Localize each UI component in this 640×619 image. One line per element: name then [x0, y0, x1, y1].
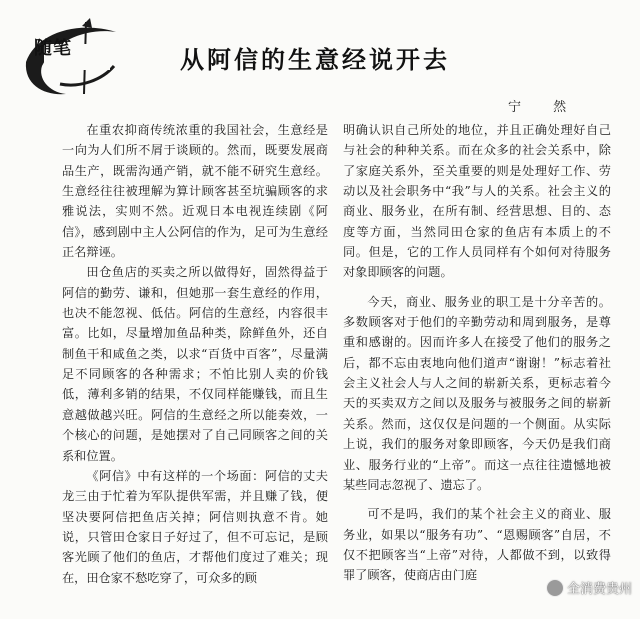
left-column [62, 120, 328, 588]
paragraph: 可不是吗，我们的某个社会主义的商业、服务业，如果以“服务有功”、“恩赐顾客”自居，不仅不把顾客当“上帝”对待，人都做不到，以致得罪了顾客，使商店由门庭 [343, 507, 611, 583]
wechat-account-icon [546, 579, 564, 597]
paragraph: 今天，商业、服务业的职工是十分辛苦的。多数顾客对于他们的辛勤劳动和周到服务，是尊重和感谢的。因而许多人在接受了他们的服务之后，都不忘由衷地向他们道声“谢谢！”标志着社会主义社会人与人之间的崭新关系，更标志着今天的买卖双方之间以及服务与被服务之间的崭新关系。然而，这仅仅是问题的一个侧面。从实际上说，我们的服务对象即顾客，今天仍是我们商业、服务行业的“上帝”。而这一点往往遗憾地被某些同志忽视了、遗忘了。 [343, 294, 611, 492]
watermark-text: 全消费贵州 [567, 582, 633, 597]
paragraph: 田仓鱼店的买卖之所以做得好，固然得益于阿信的勤劳、谦和，但她那一套生意经的作用，也决不能忽视、低估。阿信的生意经，内容很丰富。比如，尽量增加鱼品种类，除鲜鱼外，还自制鱼干和咸鱼之类，以求“百货中百客”，尽量满足不同顾客的各种需求；不怕比别人卖的价钱低，薄利多销的结果，不仅同样能赚钱，而且生意越做越兴旺。阿信的生意经之所以能奏效，一个核心的问题，是她摆对了自己同顾客之间的关系和位置。 [62, 265, 328, 463]
paragraph: 《阿信》中有这样的一个场面：阿信的丈夫龙三由于忙着为军队提供军需，并且赚了钱，便坚决要阿信把鱼店关掉；阿信则执意不肯。她说，只管田仓家日子好过了，但不可忘记，是顾客光顾了他们的鱼店，才帮他们度过了难关；现在，田仓家不愁吃穿了，可众多的顾 [62, 468, 328, 585]
paragraph: 在重农抑商传统浓重的我国社会，生意经是一向为人们所不屑于谈顾的。然而，既要发展商品生产，既需沟通产销，就不能不研究生意经。生意经往往被理解为算计顾客甚至坑骗顾客的求雅说法，实则不然。近观日本电视连续剧《阿信》，感到剧中主人公阿信的作为，足可为生意经正名辩诬。 [62, 123, 328, 260]
article-title: 从阿信的生意经说开去 [180, 46, 450, 74]
author-name: 宁 然 [508, 100, 581, 115]
paragraph: 明确认识自己所处的地位，并且正确处理好自己与社会的种种关系。而在众多的社会关系中，除了家庭关系外，至关重要的则是处理好工作、劳动以及社会职务中“我”与人的关系。社会主义的商业、服务业，在所有制、经营思想、目的、态度等方面，当然同田仓家的鱼店有本质上的不同。但是，它的工作人员同样有个如何对待服务对象即顾客的问题。 [343, 123, 611, 280]
right-column [343, 120, 611, 586]
header [0, 0, 640, 120]
watermark [546, 578, 632, 597]
logo-text: 随笔 [34, 38, 72, 59]
